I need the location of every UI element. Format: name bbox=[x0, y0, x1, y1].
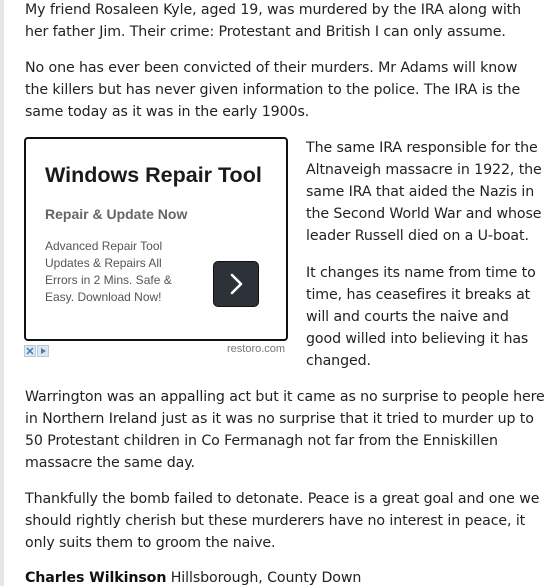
ad-subtitle[interactable]: Repair & Update Now bbox=[45, 206, 188, 222]
ad-title[interactable]: Windows Repair Tool bbox=[45, 163, 262, 187]
article-paragraph-4: It changes its name from time to time, has ceasefires it breaks at will and courts the naive and good willed into believing it has changed. bbox=[306, 265, 536, 369]
adchoices-icon[interactable] bbox=[37, 345, 49, 357]
article-paragraph-5: Warrington was an appalling act but it came as no surprise to people here in Northern Ireland just as it was no surprise that it tried to murder up to 50 Protestant children in Co Fermanagh not far from the Enniskillen massacre the same day. bbox=[25, 389, 545, 471]
close-icon[interactable] bbox=[24, 345, 36, 357]
ad-description[interactable]: Advanced Repair Tool Updates & Repairs All Errors in 2 Mins. Safe & Easy. Download Now! bbox=[45, 239, 172, 304]
ad-open-button[interactable] bbox=[213, 261, 259, 307]
signature-name: Charles Wilkinson bbox=[25, 570, 167, 586]
ad-domain[interactable]: restoro.com bbox=[227, 343, 286, 355]
letter-signature bbox=[25, 567, 545, 586]
left-border bbox=[0, 0, 4, 586]
article-paragraph-3: The same IRA responsible for the Altnaveigh massacre in 1922, the same IRA that aided the Nazis in the Second World War and whose leader Russell died on a U-boat. bbox=[306, 140, 542, 244]
article-paragraph-6: Thankfully the bomb failed to detonate. Peace is a great goal and one we should rightly cherish but these murderers have no interest in peace, it only suits them to groom the naive. bbox=[25, 491, 540, 551]
article-paragraph-1: My friend Rosaleen Kyle, aged 19, was murdered by the IRA along with her father Jim. Their crime: Protestant and British I can only assume. bbox=[25, 2, 522, 40]
adchoices[interactable] bbox=[24, 345, 49, 357]
chevron-right-icon bbox=[226, 272, 246, 296]
signature-place: Hillsborough, County Down bbox=[166, 570, 362, 586]
article-paragraph-2: No one has ever been convicted of their murders. Mr Adams will know the killers but has never given information to the police. The IRA is the same today as it was in the early 1900s. bbox=[25, 60, 521, 120]
advertisement[interactable] bbox=[24, 137, 288, 341]
